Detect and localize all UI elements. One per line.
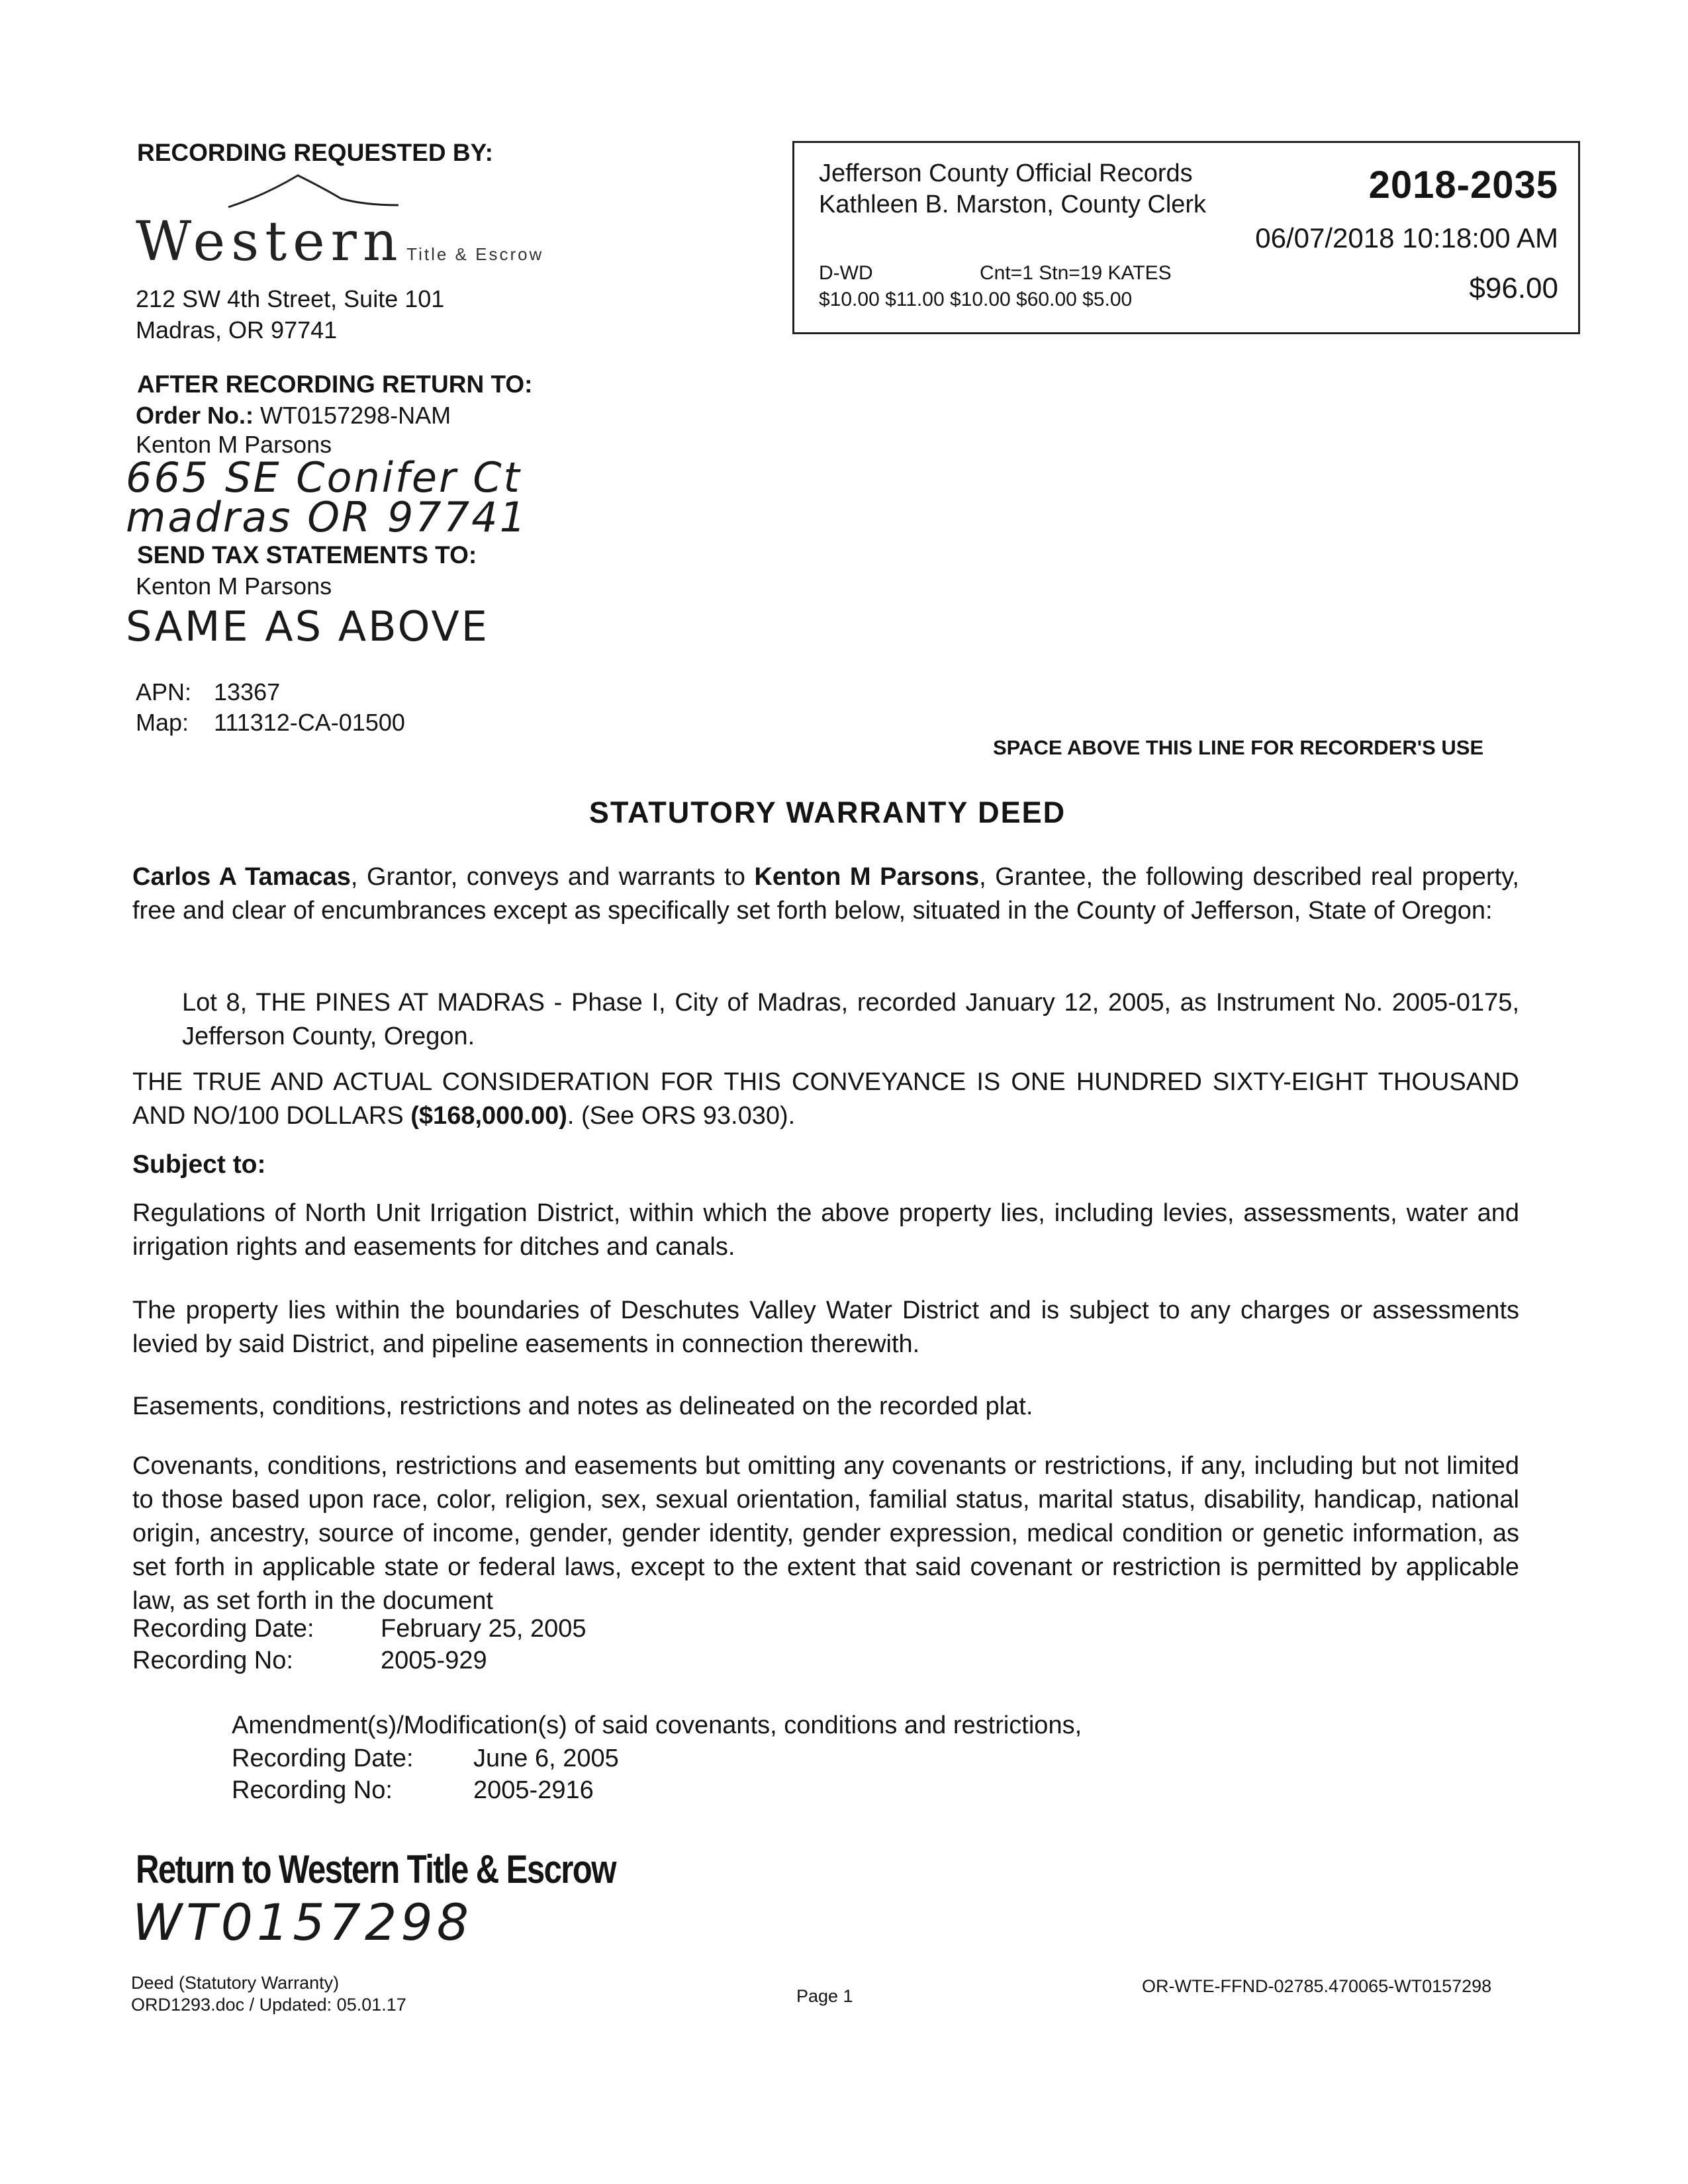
recording-counts: Cnt=1 Stn=19 KATES <box>980 262 1172 284</box>
consideration-text-2: . (See ORS 93.030). <box>567 1102 796 1130</box>
consideration-paragraph <box>132 1066 1519 1133</box>
map-value: 111312-CA-01500 <box>214 709 405 736</box>
handwritten-order-number: WT0157298 <box>132 1893 473 1952</box>
subject-item-covenants: Covenants, conditions, restrictions and easements but omitting any covenants or restrictions, if any, including but not limited to those based upon race, color, religion, sex, sexual orientation, familial status, marital status, disability, handicap, national origin, ancestry, source of income, gender, gender identity, gender expression, medical condition or genetic information, as set forth in applicable state or federal laws, except to the extent that said covenant or restriction is permitted by applicable law, as set forth in the document <box>132 1452 1519 1615</box>
amendment-no-value: 2005-2916 <box>473 1776 594 1804</box>
subject-to-heading: Subject to: <box>132 1150 266 1179</box>
grant-paragraph <box>132 860 1519 928</box>
records-line-1: Jefferson County Official Records <box>819 159 1193 187</box>
consideration-amount: ($168,000.00) <box>410 1102 567 1130</box>
footer-page-number: Page 1 <box>796 1986 853 2006</box>
order-number-value: WT0157298-NAM <box>260 402 451 429</box>
map-label: Map: <box>136 709 189 736</box>
amendment-no-label: Recording No: <box>232 1776 393 1804</box>
grantee-name: Kenton M Parsons <box>754 863 980 891</box>
apn-line <box>136 676 280 707</box>
recording-datetime: 06/07/2018 10:18:00 AM <box>1255 222 1558 253</box>
map-line <box>136 707 405 738</box>
address-line-2: Madras, OR 97741 <box>136 316 338 343</box>
footer-left <box>131 1972 406 2016</box>
subject-item-water-district: The property lies within the boundaries of Deschutes Valley Water District and is subject to any charges or assessments levied by said District, and pipeline easements in connection therewith. <box>132 1297 1519 1358</box>
covenants-recording-no <box>132 1644 1059 1678</box>
handwritten-address-line-2: madras OR 97741 <box>126 493 528 541</box>
covenants-recording-date <box>132 1612 1059 1646</box>
recording-date-value: February 25, 2005 <box>381 1615 586 1643</box>
tax-statements-heading: SEND TAX STATEMENTS TO: <box>137 541 477 569</box>
doc-type: D-WD <box>819 262 873 284</box>
recording-fees: $10.00 $11.00 $10.00 $60.00 $5.00 <box>819 289 1133 310</box>
requester-address <box>136 283 444 345</box>
western-logo-mountain-icon <box>225 169 404 212</box>
subject-item-irrigation: Regulations of North Unit Irrigation District, within which the above property lies, including levies, assessments, water and irrigation rights and easements for ditches and canals. <box>132 1199 1519 1261</box>
recorder-stamp-box <box>792 141 1580 334</box>
amendment-date-value: June 6, 2005 <box>473 1745 619 1772</box>
order-number-line <box>136 400 451 431</box>
recording-requested-heading: RECORDING REQUESTED BY: <box>137 139 493 166</box>
instrument-number: 2018-2035 <box>1368 163 1558 206</box>
apn-value: 13367 <box>214 678 281 705</box>
consideration-text-1: THE TRUE AND ACTUAL CONSIDERATION FOR THIS CONVEYANCE IS ONE HUNDRED SIXTY-EIGHT THOUSAND AND NO/100 DOLLARS <box>132 1068 1519 1130</box>
handwritten-same-as-above: SAME AS ABOVE <box>126 602 489 651</box>
amendment-recording-no <box>232 1774 1158 1807</box>
apn-label: APN: <box>136 678 192 705</box>
subject-item-plat: Easements, conditions, restrictions and notes as delineated on the recorded plat. <box>132 1392 1033 1420</box>
logo-name: Western <box>136 210 404 273</box>
western-logo <box>136 210 543 273</box>
after-recording-heading: AFTER RECORDING RETURN TO: <box>137 371 533 398</box>
footer-form-name: Deed (Statutory Warranty) <box>131 1973 340 1993</box>
recording-no-value: 2005-929 <box>381 1647 487 1674</box>
amendment-text: Amendment(s)/Modification(s) of said covenants, conditions and restrictions, <box>232 1711 1082 1739</box>
handwritten-address-line-1: 665 SE Conifer Ct <box>126 453 522 502</box>
order-number-label: Order No.: <box>136 402 254 429</box>
tax-statements-name: Kenton M Parsons <box>136 572 332 600</box>
amendment-date-label: Recording Date: <box>232 1745 414 1772</box>
footer-document-id: OR-WTE-FFND-02785.470065-WT0157298 <box>1142 1976 1492 1996</box>
address-line-1: 212 SW 4th Street, Suite 101 <box>136 285 445 312</box>
recording-date-label: Recording Date: <box>132 1615 314 1643</box>
legal-description: Lot 8, THE PINES AT MADRAS - Phase I, City of Madras, recorded January 12, 2005, as Instrument No. 2005-0175, Jefferson County, Oregon. <box>182 989 1519 1050</box>
recorder-use-line: SPACE ABOVE THIS LINE FOR RECORDER'S USE <box>993 736 1484 759</box>
grant-text-1: , Grantor, conveys and warrants to <box>350 863 755 891</box>
grant-text-2: , Grantee, the following described real property, free and clear of encumbrances except as specifically set forth below, situated in the County of Jefferson, State of Oregon: <box>132 863 1519 925</box>
recording-no-label: Recording No: <box>132 1647 293 1674</box>
return-to-name: Kenton M Parsons <box>136 431 332 458</box>
deed-title: STATUTORY WARRANTY DEED <box>588 796 1066 829</box>
return-stamp: Return to Western Title & Escrow <box>136 1847 616 1891</box>
grantor-name: Carlos A Tamacas <box>132 863 351 891</box>
records-line-2: Kathleen B. Marston, County Clerk <box>819 191 1207 218</box>
recording-total: $96.00 <box>1469 272 1558 304</box>
logo-subtitle: Title & Escrow <box>406 244 544 264</box>
amendment-recording-date <box>232 1742 1158 1776</box>
footer-form-id: ORD1293.doc / Updated: 05.01.17 <box>131 1995 406 2015</box>
